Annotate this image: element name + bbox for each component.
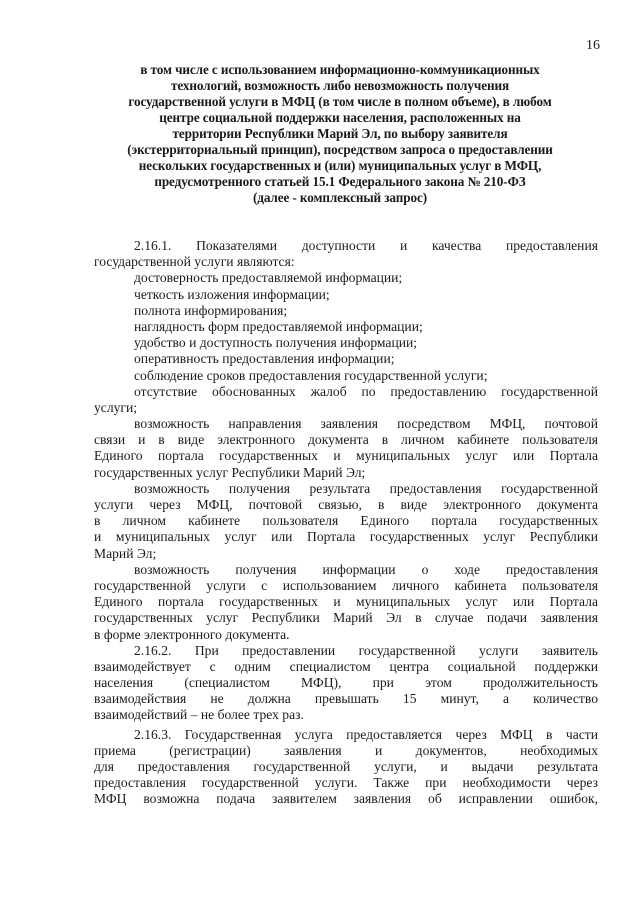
paragraph-line: государственных услуг Республики Марий Эл в случае подачи заявления [94,610,598,626]
paragraph-line: взаимодействий – не более трех раз. [94,707,304,723]
paragraph-line: и муниципальных услуг или Портала государственных услуг Республики [94,529,598,545]
paragraph-line: государственной услуги с использованием личного кабинета пользователя [94,577,598,593]
paragraph-line: услуги; [94,399,138,415]
list-item: достоверность предоставляемой информации; [134,270,403,286]
list-item: отсутствие обоснованных жалоб по предоставлению государственной [134,383,598,399]
heading-line: территории Республики Марий Эл, по выбору заявителя [172,126,508,141]
paragraph-line: услуги через МФЦ, почтовой связью, в виде электронного документа [94,497,598,512]
heading-line: (экстерриториальный принцип), посредством запроса о предоставлении [127,142,553,157]
paragraph-line: в форме электронного документа. [94,626,290,642]
heading-line: (далее - комплексный запрос) [252,190,428,205]
paragraph-line: 2.16.2. При предоставлении государственной услуги заявитель [134,642,598,658]
paragraph-line: для предоставления государственной услуги, и выдачи результата [94,759,598,774]
heading-line: технологий, возможность либо невозможность получения [171,78,509,93]
list-item: четкость изложения информации; [134,286,330,302]
paragraph-line: государственной услуги являются: [94,254,295,270]
paragraph-line: 2.16.3. Государственная услуга предоставляется через МФЦ в части [134,726,598,742]
paragraph-line: населения (специалистом МФЦ), при этом продолжительность [94,675,598,691]
paragraph-line: Единого портала государственных и муниципальных услуг или Портала [94,448,598,464]
paragraph-line: в личном кабинете пользователя Единого портала государственных [94,513,598,529]
list-item: полнота информирования; [134,302,288,318]
list-item: наглядность форм предоставляемой информации; [134,318,423,334]
paragraph-line: предоставления государственной услуги. Также при необходимости через [94,775,598,791]
paragraph-line: приема (регистрации) заявления и документов, необходимых [94,742,598,758]
paragraph-line: МФЦ возможна подача заявителем заявления об исправлении ошибок, [94,791,598,807]
page-number: 16 [586,38,600,53]
list-item: удобство и доступность получения информации; [134,335,418,351]
heading-line: нескольких государственных и (или) муниципальных услуг в МФЦ, [138,158,542,173]
list-item: соблюдение сроков предоставления государственной услуги; [134,367,488,383]
heading-line: центре социальной поддержки населения, расположенных на [159,110,521,125]
paragraph-line: взаимодействия не должна превышать 15 минут, а количество [94,691,598,707]
section-heading [90,62,590,206]
paragraph-line: взаимодействует с одним специалистом центра социальной поддержки [94,658,598,674]
heading-line: предусмотренного статьей 15.1 Федерального закона № 210-ФЗ [154,174,526,189]
paragraph-line: 2.16.1. Показателями доступности и качества предоставления [134,238,598,253]
heading-line: в том числе с использованием информационно-коммуникационных [140,62,540,77]
document-body [94,238,598,808]
paragraph-line: связи и в виде электронного документа в личном кабинете пользователя [94,432,598,448]
list-item: возможность получения информации о ходе предоставления [134,561,598,577]
paragraph-line: Единого портала государственных и муниципальных услуг или Портала [94,594,598,610]
paragraph-line: государственных услуг Республики Марий Эл; [94,464,366,480]
list-item: возможность получения результата предоставления государственной [134,480,598,496]
list-item: возможность направления заявления посредством МФЦ, почтовой [134,416,598,432]
list-item: оперативность предоставления информации; [134,351,395,367]
paragraph-line: Марий Эл; [94,545,157,561]
heading-line: государственной услуги в МФЦ (в том числе в полном объеме), в любом [128,94,552,109]
